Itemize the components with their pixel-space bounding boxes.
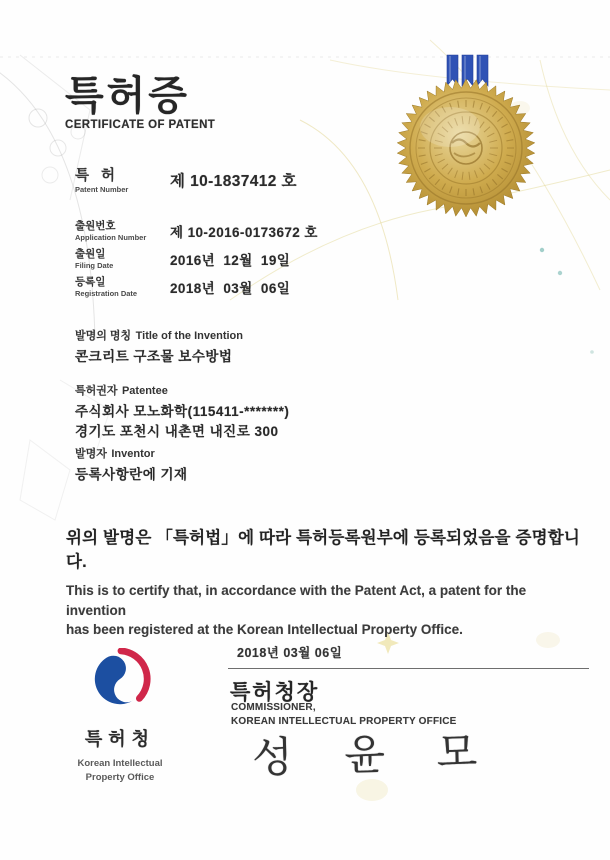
- invention-title-label: 발명의 명칭: [75, 330, 132, 342]
- filing-date-label-en: Filing Date: [75, 260, 114, 270]
- ribbon-icon: [447, 55, 488, 86]
- page-subtitle: CERTIFICATE OF PATENT: [65, 119, 216, 131]
- logo-org-korean: 특허청: [84, 729, 156, 749]
- filing-date-value: 2016년 12월 19일: [170, 253, 291, 268]
- application-number-value: 제 10-2016-0173672 호: [170, 225, 318, 240]
- gold-seal: [395, 52, 540, 220]
- signature-divider: [228, 668, 589, 669]
- logo-org-english-line1: Korean Intellectual: [77, 758, 163, 769]
- commissioner-title: 특허청장: [230, 681, 320, 704]
- patentee-label: 특허권자: [75, 385, 118, 397]
- application-number-label-en: Application Number: [75, 232, 147, 242]
- registration-date-value: 2018년 03월 06일: [170, 281, 291, 296]
- invention-title-label-en: Title of the Invention: [135, 330, 243, 342]
- commissioner-en-line2: KOREAN INTELLECTUAL PROPERTY OFFICE: [231, 715, 457, 727]
- logo-org-english-line2: Property Office: [85, 772, 155, 784]
- inventor-label-en: Inventor: [111, 448, 155, 460]
- taegeuk-logo-icon: [89, 648, 151, 710]
- statement-english-line2: has been registered at the Korean Intellectual Property Office.: [66, 622, 463, 638]
- commissioner-signature: 성 윤 모: [251, 727, 498, 782]
- inventor-label: 발명자: [75, 448, 107, 460]
- patent-number-label: 특 허: [75, 168, 120, 184]
- filing-date-label: 출원일: [75, 248, 106, 260]
- statement-english-line1: This is to certify that, in accordance with the Patent Act, a patent for the invention: [66, 583, 527, 618]
- seal-starburst: [397, 79, 535, 217]
- page-title: 특허증: [65, 74, 190, 118]
- patentee-name: 주식회사 모노화학(115411-*******): [75, 404, 290, 419]
- invention-title-value: 콘크리트 구조물 보수방법: [75, 349, 233, 364]
- inventor-value: 등록사항란에 기재: [75, 467, 188, 482]
- patentee-label-en: Patentee: [121, 385, 168, 397]
- commissioner-en-line1: COMMISSIONER,: [231, 702, 316, 713]
- patent-number-value: 제 10-1837412 호: [170, 173, 297, 190]
- issue-date: 2018년 03월 06일: [237, 646, 343, 660]
- registration-date-label-en: Registration Date: [75, 288, 138, 298]
- kipo-logo: [40, 648, 200, 786]
- application-number-label: 출원번호: [75, 220, 116, 232]
- patent-number-label-en: Patent Number: [75, 184, 129, 194]
- patentee-address: 경기도 포천시 내촌면 내진로 300: [75, 423, 279, 439]
- statement-korean: 위의 발명은 「특허법」에 따라 특허등록원부에 등록되었음을 증명합니다.: [66, 529, 580, 571]
- registration-date-label: 등록일: [75, 276, 106, 288]
